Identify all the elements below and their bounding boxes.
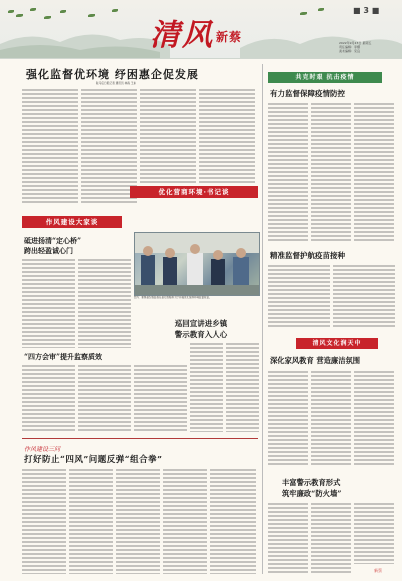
right-headline-4-line2: 筑牢廉政“防火墙” [282,489,342,498]
bamboo-leaf-icon [112,9,118,12]
bottom-body-col-2 [69,468,113,574]
center-headline-line2: 警示教育入人心 [174,330,228,339]
left-article2-headline: “四方会审”提升监察质效 [24,352,103,361]
masthead-title: 清风 [150,18,214,53]
bottom-headline: 打好防止“四风”问题反弹“组合拳” [24,455,163,465]
masthead-subtitle: 新蔡 [216,30,243,44]
right-article2-body-col-2 [333,264,395,328]
right-article1-body-col-2 [311,102,351,242]
center-headline-line1: 巡回宣讲进乡镇 [174,319,228,328]
news-photo [134,232,260,296]
photo-people-icon [135,233,259,295]
left-article-body-col-1 [22,258,75,348]
photo-caption: 图为：新蔡县纪委监委在县行政服务大厅开展优化营商环境监督检查。 [134,296,212,299]
bamboo-leaf-icon [8,10,14,13]
right-article3-body-col-2 [311,370,351,466]
bamboo-leaf-icon [88,14,95,17]
right-article3-body-col-3 [354,370,394,466]
lead-body-col-1 [22,88,78,204]
page-number: ■ 3 ■ [353,6,380,15]
right-headline-1: 有力监督保障疫情防控 [270,89,345,98]
center-body-col-1 [190,342,223,432]
left-article-body-col-2 [78,258,131,348]
section-banner-work-style: 作风建设大家谈 [22,216,122,228]
issue-info: 2022年9月23日 星期五 责任编辑：李娜 美术编辑：宋良 [339,41,372,53]
right-banner-epidemic: 共克时艰 抗击疫情 [268,72,382,83]
divider [22,438,258,439]
bottom-body-col-3 [116,468,160,574]
right-headline-3: 深化家风教育 营造廉洁氛围 [270,356,361,365]
bamboo-leaf-icon [318,8,324,11]
bottom-body-col-1 [22,468,66,574]
right-article3-body-col-1 [268,370,308,466]
right-article1-body-col-1 [268,102,308,242]
right-banner-culture: 清风文化润天中 [296,338,378,349]
bamboo-leaf-icon [44,16,51,19]
left-article2-body-col-3 [134,364,187,432]
right-headline-4-line1: 丰富警示教育形式 [282,478,341,487]
masthead [0,0,402,59]
lead-headline: 强化监督优环境 纾困惠企促发展 [26,68,199,81]
left-article-headline-line1: 砥进扬清“定心桥” [24,236,82,245]
bottom-body-col-5 [210,468,256,574]
right-article4-body-col-3 [354,502,394,564]
lead-body-col-3 [140,88,196,184]
right-article4-body-col-2 [311,502,351,574]
left-article2-body-col-1 [22,364,75,432]
bottom-body-col-4 [163,468,207,574]
watermark: 新蔡 [374,568,382,573]
right-article2-body-col-1 [268,264,330,328]
section-banner-business-environment: 优化营商环境·书记谈 [130,186,258,198]
bottom-kicker: 作风建设三问 [24,446,61,453]
bamboo-leaf-icon [16,14,23,17]
left-article2-body-col-2 [78,364,131,432]
left-article-headline-line2: 跨出轻盈诚心门 [24,246,73,255]
column-divider [262,64,263,574]
bamboo-leaf-icon [60,10,66,13]
right-article4-body-col-1 [268,502,308,574]
right-article1-body-col-3 [354,102,394,242]
center-body-col-2 [226,342,259,432]
bamboo-leaf-icon [300,12,307,15]
lead-body-col-2 [81,88,137,204]
lead-byline: 驻马店日报记者 通讯员 林森 王东 [96,81,137,85]
right-headline-2: 精准监督护航疫苗接种 [270,251,345,260]
lead-body-col-4 [199,88,255,184]
bamboo-leaf-icon [30,8,36,11]
